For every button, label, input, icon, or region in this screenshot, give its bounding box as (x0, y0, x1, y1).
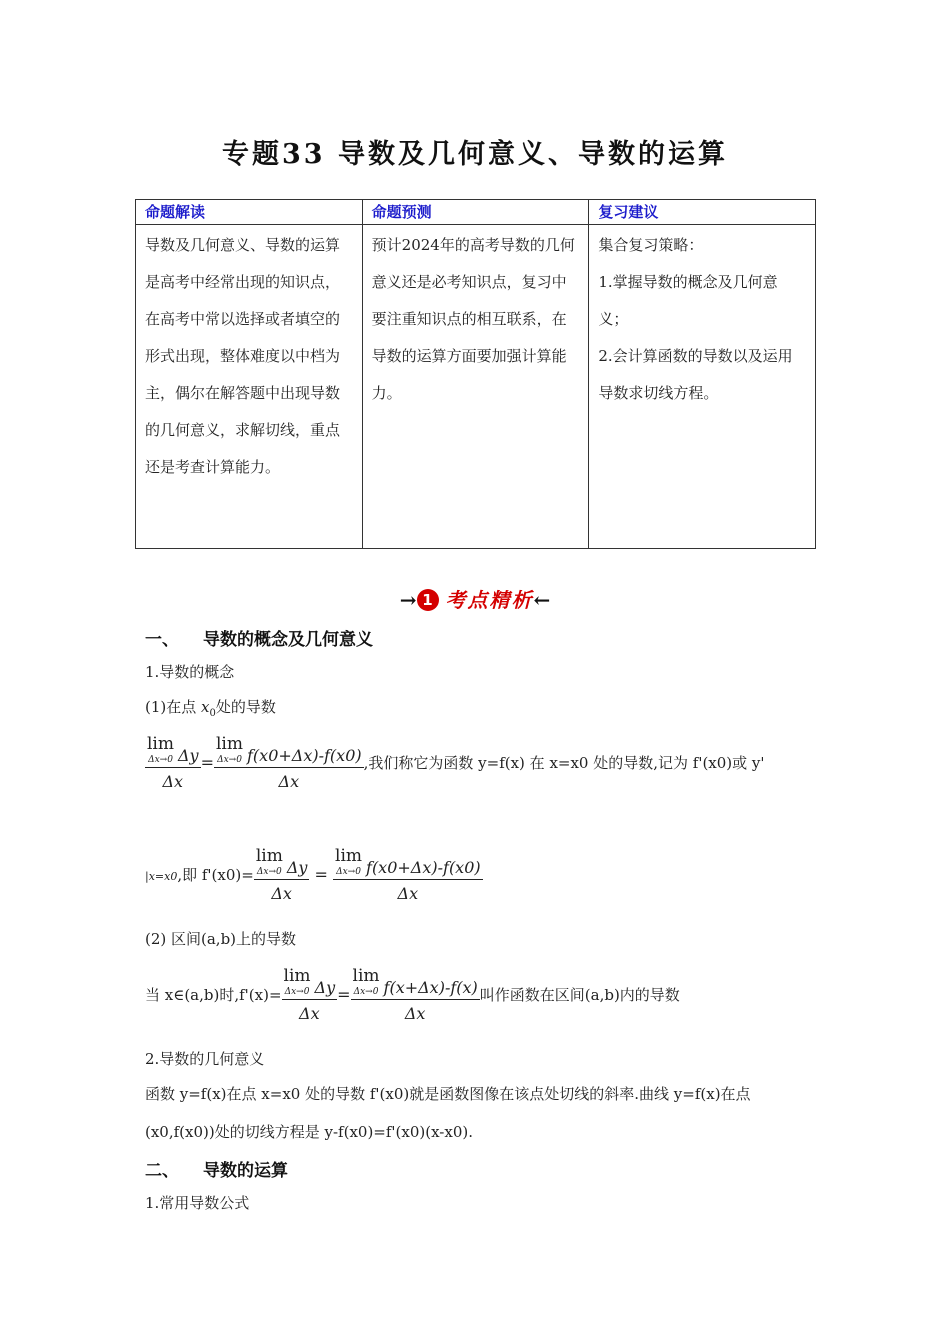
page-title: 专题33 导数及几何意义、导数的运算 (222, 139, 728, 170)
advice-line: 2.会计算函数的导数以及运用导数求切线方程。 (598, 347, 793, 402)
number-badge: 1 (417, 589, 439, 611)
banner-label: 考点精析 (445, 588, 534, 612)
subheading: 1.导数的概念 (145, 663, 235, 681)
advice-line: 1.掌握导数的概念及几何意义； (598, 273, 778, 328)
subheading: (1)在点 $x_0$处的导数 (145, 698, 276, 719)
table-header-interpretation: 命题解读 (136, 200, 363, 225)
fraction: lim Δx→0 f(x0+Δx)-f(x0) Δx (216, 734, 362, 791)
subheading: 1.常用导数公式 (145, 1194, 250, 1212)
interval-derivative: 当 x∈(a,b)时,f'(x)= lim Δx→0 Δy Δx = lim Δx→0 f(x+Δx)-f(x) Δx 叫作函数在区间(a,b)内的导数 (145, 966, 680, 1023)
subheading: 2.导数的几何意义 (145, 1050, 265, 1068)
derivative-definition: lim Δx→0 Δy Δx = lim Δx→0 f(x0+Δx)-f(x0) Δx ,我们称它为函数 y=f(x) 在 x=x0 处的导数,记为 f'(x0)或 y' (147, 734, 765, 791)
derivative-definition-2: |x=x0,即 f'(x0)= lim Δx→0 Δy Δx = lim Δx→0 f(x0+Δx)-f(x0) Δx (145, 846, 481, 903)
arrow-left-icon: ← (533, 588, 551, 612)
advice-line: 集合复习策略： (598, 236, 704, 254)
table-cell-interpretation: 导数及几何意义、导数的运算是高考中经常出现的知识点，在高考中常以选择或者填空的形式出现，整体难度以中档为主，偶尔在解答题中出现导数的几何意义，求解切线，重点还是考查计算能力。 (136, 225, 363, 549)
arrow-right-icon: → (399, 588, 417, 612)
section-heading: 一、 导数的概念及几何意义 (145, 630, 373, 650)
fraction: lim Δx→0 f(x+Δx)-f(x) Δx (352, 966, 478, 1023)
table-header-prediction: 命题预测 (362, 200, 589, 225)
fraction: lim Δx→0 Δy Δx (147, 734, 199, 791)
section-banner (0, 584, 950, 613)
subheading: (2) 区间(a,b)上的导数 (145, 930, 297, 948)
paragraph: 函数 y=f(x)在点 x=x0 处的导数 f'(x0)就是函数图像在该点处切线的斜率.曲线 y=f(x)在点 (145, 1085, 751, 1103)
info-table (135, 199, 816, 549)
table-cell-advice (589, 225, 816, 549)
table-header-advice: 复习建议 (589, 200, 816, 225)
fraction: lim Δx→0 f(x0+Δx)-f(x0) Δx (335, 846, 481, 903)
fraction: lim Δx→0 Δy Δx (255, 846, 308, 903)
fraction: lim Δx→0 Δy Δx (283, 966, 336, 1023)
paragraph: (x0,f(x0))处的切线方程是 y-f(x0)=f'(x0)(x-x0). (145, 1123, 473, 1141)
section-heading: 二、 导数的运算 (145, 1161, 288, 1181)
table-cell-prediction: 预计2024年的高考导数的几何意义还是必考知识点，复习中要注重知识点的相互联系，在导数的运算方面要加强计算能力。 (362, 225, 589, 549)
